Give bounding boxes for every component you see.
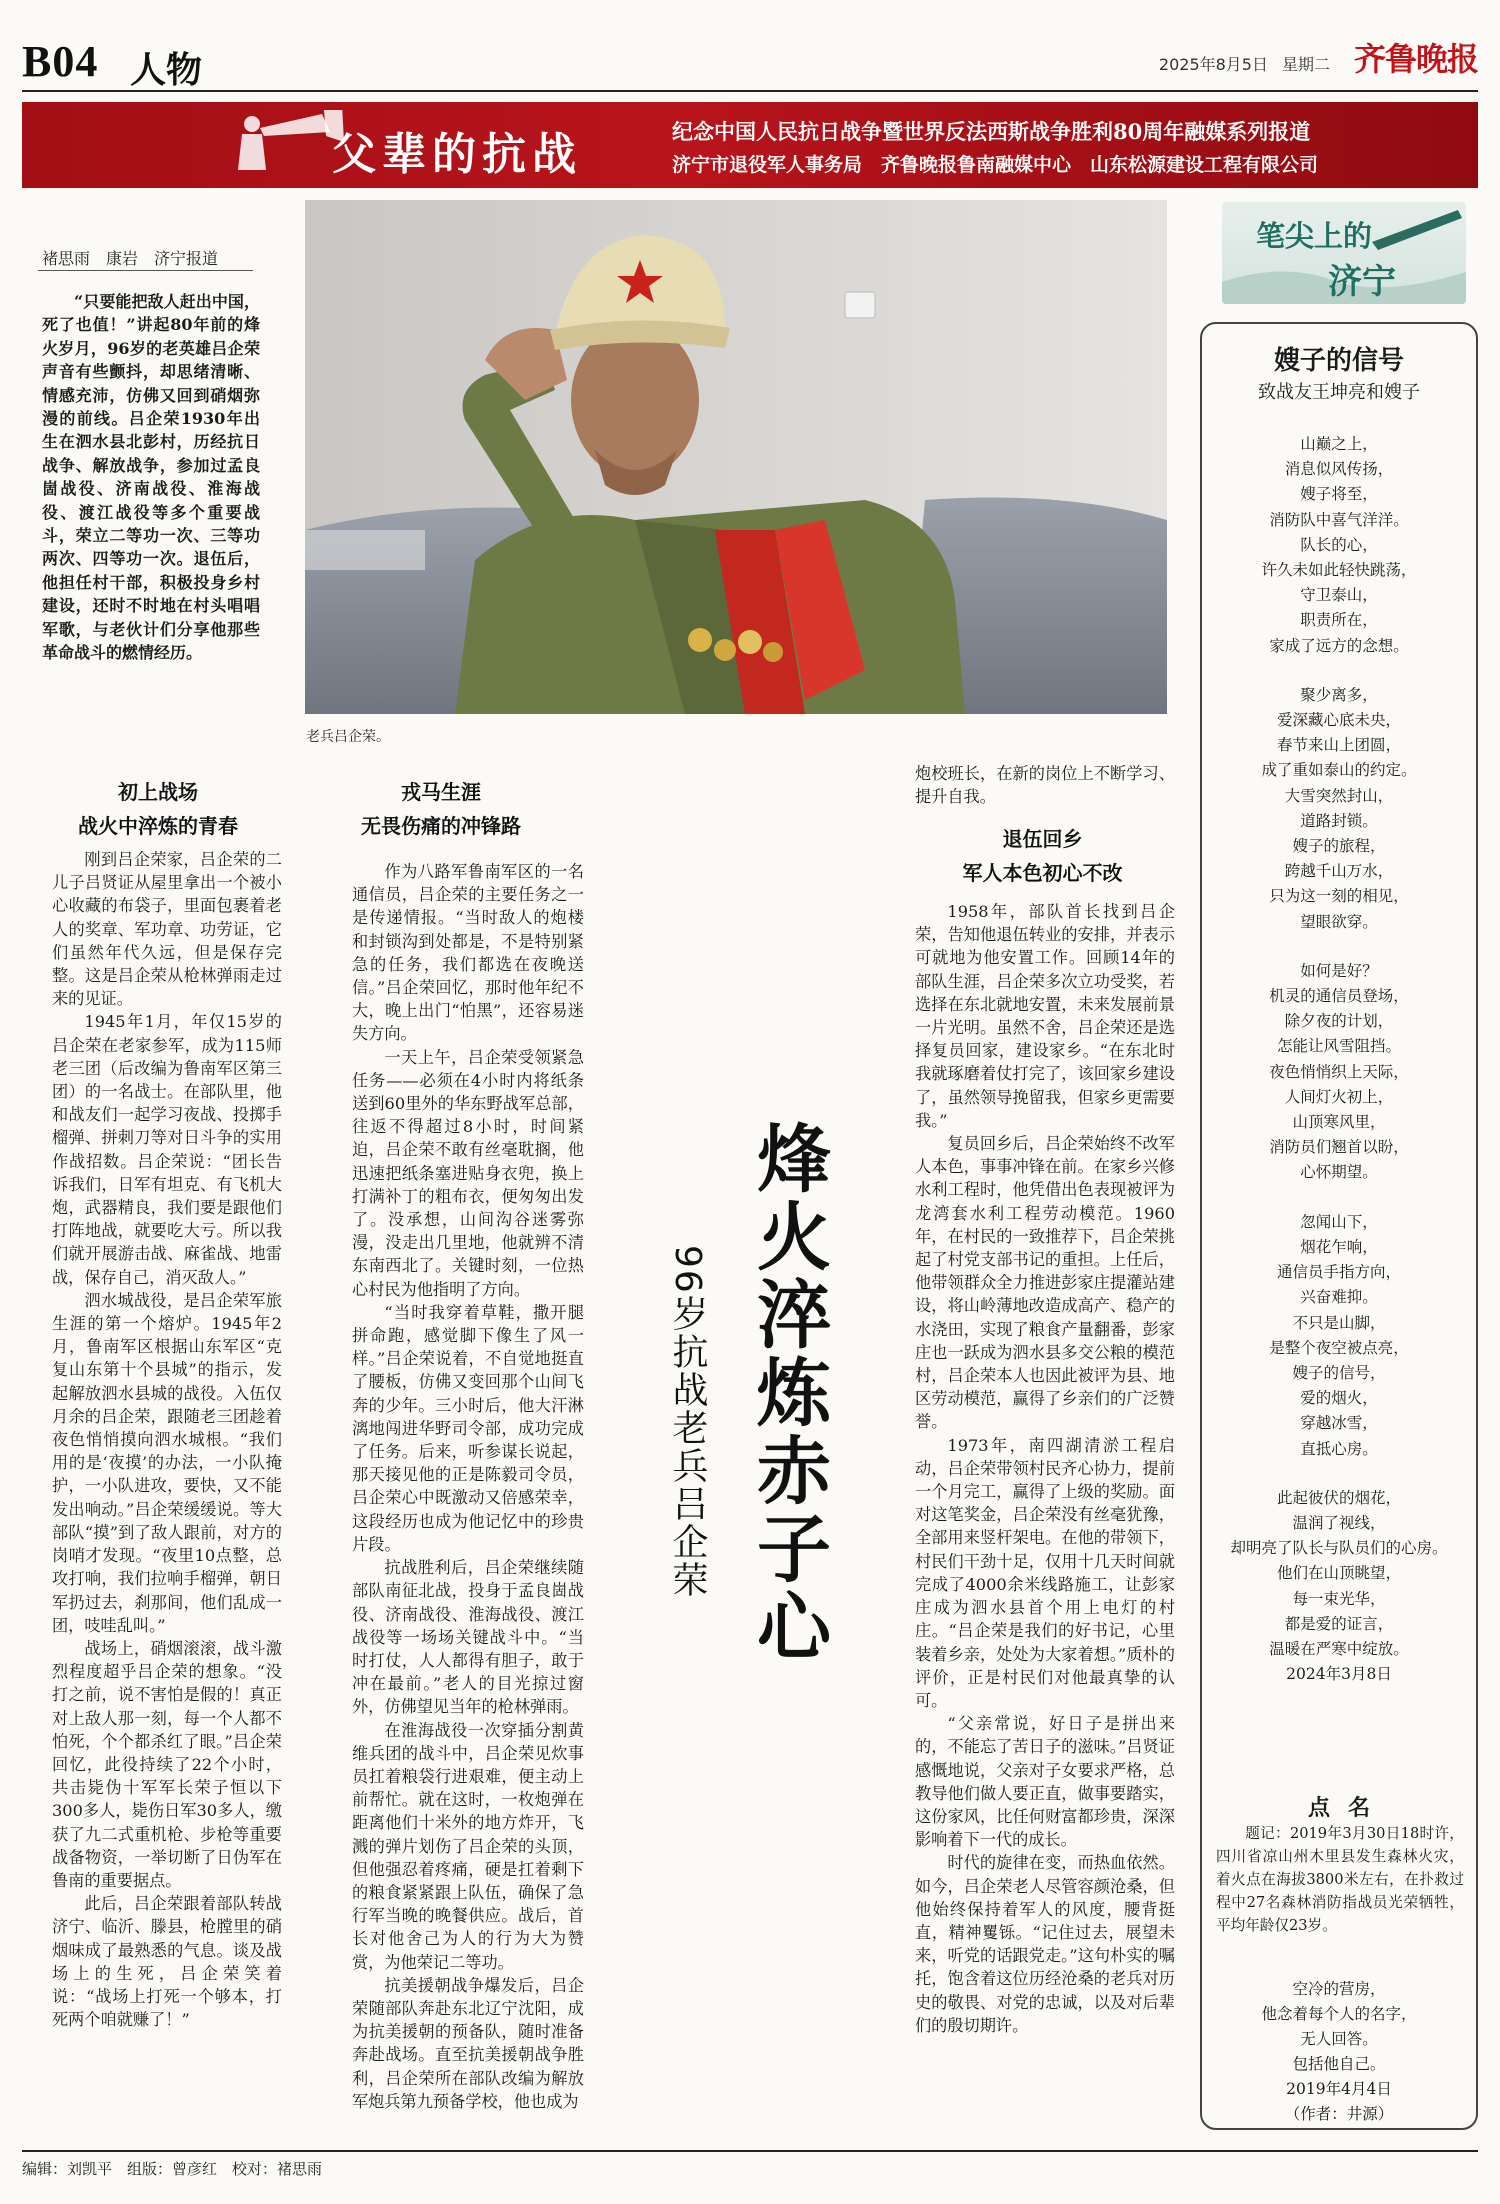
bugler-icon xyxy=(212,110,352,180)
banner-title: 父辈的抗战 xyxy=(332,129,582,180)
poem-stanza: 如何是好？ 机灵的通信员登场， 除夕夜的计划， 怎能让风雪阻挡。 夜色悄悄织上天际， 人间灯火初上， 山顶寒风里， 消防员们翘首以盼， 心怀期望。 xyxy=(1269,961,1409,1182)
section2-body: 作为八路军鲁南军区的一名通信员，吕企荣的主要任务之一是传递情报。“当时敌人的炮楼和封锁沟到处都是，不是特别紧急的任务，我们都选在夜晚送信。”吕企荣回忆，那时他年纪不大，晚上出门“怕黑”，还容易迷失方向。 一天上午，吕企荣受领紧急任务——必须在4小时内将纸条送到60里外的华东野战军总部，往返不得超过8小时，时间紧迫，吕企荣不敢有丝毫耽搁，他迅速把纸条塞进贴身衣兜，换上打满补丁的粗布衣，便匆匆出发了。没承想，山间沟谷迷雾弥漫，没走出几里地，他就辨不清东南西北了。关键时刻，一位热心村民为他指明了方向。 “当时我穿着草鞋，撒开腿拼命跑，感觉脚下像生了风一样。”吕企荣说着，不自觉地挺直了腰板，仿佛又变回那个山间飞奔的少年。三小时后，他大汗淋漓地闯进华野司令部，成功完成了任务。后来，听参谋长说起，那天接见他的正是陈毅司令员，吕企荣心中既激动又倍感荣幸，这段经历也成为他记忆中的珍贵片段。 抗战胜利后，吕企荣继续随部队南征北战，投身于孟良崮战役、济南战役、淮海战役、渡江战役等一场场关键战斗中。“当时打仗，人人都得有胆子，敢于冲在最前。”老人的目光掠过窗外，仿佛望见当年的枪林弹雨。 在淮海战役一次穿插分割黄维兵团的战斗中，吕企荣见炊事员扛着粮袋行进艰难，便主动上前帮忙。就在这时，一枚炮弹在距离他们十米外的地方炸开，飞溅的弹片划伤了吕企荣的头顶，但他强忍着疼痛，硬是扛着剩下的粮食紧紧跟上队伍，确保了急行军当晚的晚餐供应。战后，首长对他舍己为人的行为大为赞赏，为他荣记二等功。 抗美援朝战争爆发后，吕企荣随部队奔赴东北辽宁沈阳，成为抗美援朝的预备队，随时准备奔赴战场。直至抗美援朝战争胜利，吕企荣所在部队改编为解放军炮兵第九预备学校，他也成为 xyxy=(352,862,584,2111)
page-header xyxy=(22,30,1478,92)
footer-divider xyxy=(22,2150,1478,2152)
section1-body: 刚到吕企荣家，吕企荣的二儿子吕贤证从屋里拿出一个被小心收藏的布袋子，里面包裹着老人的奖章、军功章、功劳证，它们虽然年代久远，但是保存完整。这是吕企荣从枪林弹雨走过来的见证。 1945年1月，年仅15岁的吕企荣在老家参军，成为115师老三团（后改编为鲁南军区第三团）的一名战士。在部队里，他和战友们一起学习夜战、投掷手榴弹、拼刺刀等对日斗争的实用作战招数。吕企荣说：“团长告诉我们，日军有坦克、有飞机大炮，武器精良，我们要是跟他们打阵地战，就要吃大亏。所以我们就开展游击战、麻雀战、地雷战，保存自己，消灭敌人。” 泗水城战役，是吕企荣军旅生涯的第一个熔炉。1945年2月，鲁南军区根据山东军区“克复山东第十个县城”的指示，发起解放泗水县城的战役。入伍仅月余的吕企荣，跟随老三团趁着夜色悄悄摸向泗水城根。“我们用的是‘夜摸’的办法，一小队掩护，一小队进攻，要快，又不能发出响动。”吕企荣缓缓说。等大部队“摸”到了敌人跟前，对方的岗哨才发现。“夜里10点整，总攻打响，我们拉响手榴弹，朝日军扔过去，刹那间，他们乱成一团，吱哇乱叫。” 战场上，硝烟滚滚，战斗激烈程度超乎吕企荣的想象。“没打之前，说不害怕是假的！真正对上敌人那一刻，每一个人都不怕死，个个都杀红了眼。”吕企荣回忆，此役持续了22个小时，共击毙伪十军军长荣子恒以下300多人，毙伤日军30多人，缴获了九二式重机枪、步枪等重要战备物资，一举切断了日伪军在鲁南的重要据点。 此后，吕企荣跟着部队转战济宁、临沂、滕县，枪膛里的硝烟味成了最熟悉的气息。谈及战场上的生死，吕企荣笑着说：“战场上打死一个够本，打死两个咱就赚了！” xyxy=(52,850,282,2030)
issue-weekday: 星期二 xyxy=(1281,55,1330,74)
section-name: 人物 xyxy=(130,49,203,91)
section1-heading: 初上战场 战火中淬炼的青春 xyxy=(78,780,238,838)
article-subheadline: 96岁抗战老兵吕企荣 xyxy=(667,1245,708,1599)
article-headline: 烽火淬炼赤子心 xyxy=(745,1120,831,1666)
byline-divider xyxy=(38,270,253,271)
poem-stanza: 山巅之上， 消息似风传扬， 嫂子将至， 消防队中喜气洋洋。 队长的心， 许久未如此轻快跳荡， 守卫泰山， 职责所在， 家成了远方的念想。 xyxy=(1261,435,1417,655)
poem-stanza: 此起彼伏的烟花， 温润了视线， 却明亮了队长与队员们的心房。 他们在山顶眺望， 每一束光华， 都是爱的证言， 温暖在严寒中绽放。 xyxy=(1230,1488,1448,1658)
poem-author: （作者：井源） xyxy=(1284,2105,1394,2123)
second-poem-body: 空冷的营房， 他念着每个人的名字， 无人回答。 包括他自己。 2019年4月4日 （作者：井源） xyxy=(1205,1977,1473,2127)
page-number: B04 xyxy=(22,37,99,86)
series-banner xyxy=(22,102,1478,188)
poem-title: 嫂子的信号 xyxy=(1273,346,1404,376)
saluting-veteran-illustration xyxy=(305,200,1167,714)
poem-dedication: 致战友王坤亮和嫂子 xyxy=(1258,382,1420,403)
poem-stanza: 忽闻山下， 烟花乍响， 通信员手指方向， 兴奋难抑。 不只是山脚， 是整个夜空被点亮， 嫂子的信号， 爱的烟火， 穿越冰雪， 直抵心房。 xyxy=(1269,1212,1409,1458)
issue-date: 2025年8月5日 xyxy=(1158,55,1268,74)
poem-stanza: 聚少离多， 爱深藏心底未央， 春节来山上团圆， 成了重如泰山的约定。 大雪突然封山， 道路封锁。 嫂子的旅程， 跨越千山万水， 只为这一刻的相见， 望眼欲穿。 xyxy=(1261,685,1417,931)
photo-caption: 老兵吕企荣。 xyxy=(306,729,390,745)
lead-paragraph: “只要能把敌人赶出中国，死了也值！”讲起80年前的烽火岁月，96岁的老英雄吕企荣声音有些颤抖，却思绪清晰、情感充沛，仿佛又回到硝烟弥漫的前线。吕企荣1930年出生在泗水县北彭村，历经抗日战争、解放战争，参加过孟良崮战役、济南战役、淮海战役、渡江战役等多个重要战斗，荣立二等功一次、三等功两次、四等功一次。退伍后，他担任村干部，积极投身乡村建设，还时不时地在村头唱唱军歌，与老伙计们分享他那些革命战斗的燃情经历。 xyxy=(42,292,260,663)
byline: 褚思雨 康岩 济宁报道 xyxy=(42,249,219,268)
second-poem-title: 点名 xyxy=(1307,1795,1388,1821)
section2-heading: 戎马生涯 无畏伤痛的冲锋路 xyxy=(361,780,521,838)
column-brand-line1: 笔尖上的 xyxy=(1256,219,1373,253)
banner-sponsors: 济宁市退役军人事务局 齐鲁晚报鲁南融媒中心 山东松源建设工程有限公司 xyxy=(672,154,1319,176)
poem-body xyxy=(1205,432,1473,1687)
column-brand-line2: 济宁 xyxy=(1328,262,1396,302)
newspaper-logo: 齐鲁晚报 xyxy=(1353,40,1478,78)
section3-continuation: 炮校班长，在新的岗位上不断学习、提升自我。 xyxy=(915,764,1175,807)
editorial-credits: 编辑：刘凯平 组版：曾彦红 校对：褚思雨 xyxy=(22,2160,323,2178)
poem-date: 2024年3月8日 xyxy=(1286,1665,1392,1684)
second-poem-epigraph: 题记：2019年3月30日18时许，四川省凉山州木里县发生森林火灾，着火点在海拔3800米左右，在扑救过程中27名森林消防指战员光荣牺牲，平均年龄仅23岁。 xyxy=(1216,1825,1464,1934)
column-brand-logo xyxy=(1222,202,1466,304)
section3-body: 1958年，部队首长找到吕企荣，告知他退伍转业的安排，并表示可就地为他安置工作。回顾14年的部队生涯，吕企荣多次立功受奖，若选择在东北就地安置，未来发展前景一片光明。虽然不舍，吕企荣还是选择复员回家，建设家乡。“在东北时我就琢磨着仗打完了，该回家乡建设了，虽然领导挽留我，但家乡更需要我。” 复员回乡后，吕企荣始终不改军人本色，事事冲锋在前。在家乡兴修水利工程时，他凭借出色表现被评为龙湾套水利工程劳动模范。1960年，在村民的一致推荐下，吕企荣挑起了村党支部书记的重担。上任后，他带领群众全力推进彭家庄提灌站建设，将山岭薄地改造成高产、稳产的水浇田，实现了粮食产量翻番，彭家庄也一跃成为泗水县多交公粮的模范村，吕企荣本人也因此被评为县、地区劳动模范，赢得了乡亲们的广泛赞誉。 1973年，南四湖清淤工程启动，吕企荣带领村民齐心协力，提前一个月完工，赢得了上级的奖励。面对这笔奖金，吕企荣没有丝毫犹豫，全部用来竖杆架电。在他的带领下，村民们干劲十足，仅用十几天时间就完成了4000余米线路施工，让彭家庄成为泗水县首个用上电灯的村庄。“吕企荣是我们的好书记，心里装着乡亲，处处为大家着想。”质朴的评价，正是村民们对他最真挚的认可。 “父亲常说，好日子是拼出来的，不能忘了苦日子的滋味。”吕贤证感慨地说，父亲对子女要求严格，总教导他们做人要正直，做事要踏实，这份家风，比任何财富都珍贵，深深影响着下一代的成长。 时代的旋律在变，而热血依然。如今，吕企荣老人尽管容颜沧桑，但他始终保持着军人的风度，腰背挺直，精神矍铄。“记住过去，展望未来，听党的话跟党走。”这句朴实的嘱托，饱含着这位历经沧桑的老兵对历史的敬畏、对党的忠诚，以及对后辈们的殷切期许。 xyxy=(915,902,1175,2035)
banner-subtitle: 纪念中国人民抗日战争暨世界反法西斯战争胜利80周年融媒系列报道 xyxy=(672,119,1311,144)
veteran-photo xyxy=(305,200,1167,714)
section3-heading: 退伍回乡 军人本色初心不改 xyxy=(962,827,1123,885)
second-poem-date: 2019年4月4日 xyxy=(1286,2080,1392,2098)
